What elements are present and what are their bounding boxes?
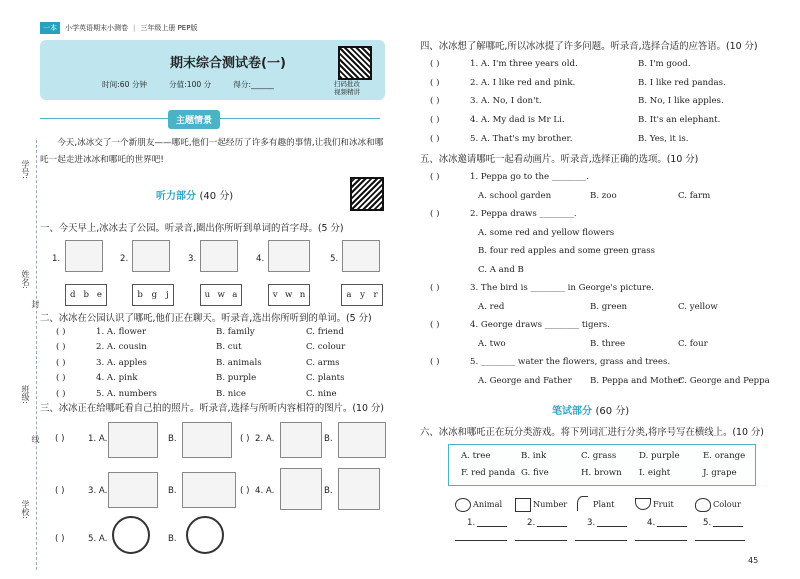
rabbit-picture bbox=[342, 240, 380, 272]
listening-points: (40 分) bbox=[199, 191, 234, 202]
number-blocks-icon bbox=[515, 498, 531, 512]
binding-line bbox=[36, 140, 37, 570]
bus-picture bbox=[65, 240, 103, 272]
truck-picture bbox=[268, 240, 310, 272]
q1-box[interactable]: v w n bbox=[268, 284, 310, 306]
q1-num: 4. bbox=[256, 254, 265, 264]
writing-points: (60 分) bbox=[595, 406, 630, 417]
answer-paren[interactable]: ( ) bbox=[240, 486, 250, 496]
category-label: Colour bbox=[713, 499, 741, 509]
kids-hands-picture bbox=[182, 422, 232, 458]
word-item: I. eight bbox=[639, 468, 671, 478]
panda-icon bbox=[455, 498, 471, 512]
series-badge: 一本 bbox=[40, 22, 60, 34]
q4-row: ( ) 1. A. I'm three years old. B. I'm good. bbox=[430, 59, 691, 70]
woman-portrait-picture bbox=[338, 468, 380, 510]
category-number: 5. bbox=[703, 518, 712, 528]
answer-paren[interactable]: ( ) bbox=[430, 320, 440, 331]
score-field[interactable]: 得分:______ bbox=[233, 80, 274, 89]
palette-icon bbox=[695, 498, 711, 512]
q1-num: 5. bbox=[330, 254, 339, 264]
answer-paren[interactable]: ( ) bbox=[56, 357, 66, 368]
word-item: B. ink bbox=[521, 451, 547, 461]
q2-row: ( ) 4. A. pink B. purple C. plants bbox=[56, 373, 345, 384]
q2-row: ( ) 5. A. numbers B. nice C. nine bbox=[56, 388, 337, 399]
q2-row: ( ) 1. A. flower B. family C. friend bbox=[56, 326, 344, 337]
q5-option: B. four red apples and some green grass bbox=[478, 246, 656, 257]
classmates-picture bbox=[182, 472, 236, 508]
category-number: 4. bbox=[647, 518, 656, 528]
banana-icon bbox=[635, 498, 651, 510]
garden-picture bbox=[338, 422, 386, 458]
q1-num: 3. bbox=[188, 254, 197, 264]
qr-code-icon[interactable] bbox=[338, 46, 372, 80]
q1-box[interactable]: d b e bbox=[65, 284, 107, 306]
option-label: B. bbox=[324, 486, 333, 496]
q4-row: ( ) 3. A. No, I don't. B. No, I like apples. bbox=[430, 96, 724, 107]
answer-line[interactable] bbox=[515, 540, 567, 541]
word-item: H. brown bbox=[581, 468, 622, 478]
answer-line[interactable] bbox=[597, 526, 627, 527]
answer-paren[interactable]: ( ) bbox=[55, 534, 65, 544]
series-strip: 一本 小学英语期末小测卷 | 三年级上册 PEP版 bbox=[40, 22, 197, 34]
option-label: 4. A. bbox=[255, 486, 275, 496]
qr-caption: 扫码批改 视频精讲 bbox=[334, 80, 360, 96]
option-label: B. bbox=[168, 534, 177, 544]
q1-box[interactable]: a y r bbox=[341, 284, 383, 306]
q5-options: A. red B. green C. yellow bbox=[478, 301, 718, 312]
q5-stem: ( ) 4. George draws ________ tigers. bbox=[430, 320, 610, 331]
total-score: 分值:100 分 bbox=[169, 80, 212, 89]
q2-row: ( ) 2. A. cousin B. cut C. colour bbox=[56, 342, 346, 353]
q1-pictures bbox=[40, 240, 385, 280]
word-item: F. red panda bbox=[461, 468, 516, 478]
category-label: Number bbox=[533, 499, 568, 509]
answer-paren[interactable]: ( ) bbox=[56, 388, 66, 399]
writing-heading bbox=[552, 402, 629, 417]
listening-title: 听力部分 bbox=[156, 191, 196, 202]
word-bank bbox=[448, 444, 756, 486]
side-school: 学校: bbox=[21, 500, 30, 519]
answer-paren[interactable]: ( ) bbox=[56, 373, 66, 384]
q1-num: 1. bbox=[52, 254, 61, 264]
plant-icon bbox=[577, 496, 588, 511]
q5-options: A. George and Father B. Peppa and Mother C. George and Peppa bbox=[478, 375, 770, 386]
q2-rows bbox=[56, 324, 386, 402]
option-label: B. bbox=[324, 434, 333, 444]
q5-stem: ( ) 1. Peppa go to the ________. bbox=[430, 172, 589, 183]
word-item: C. grass bbox=[581, 451, 617, 461]
clock-icon bbox=[186, 516, 224, 554]
option-label: 5. A. bbox=[88, 534, 108, 544]
q5-stem: ( ) 2. Peppa draws ________. bbox=[430, 209, 577, 220]
answer-paren[interactable]: ( ) bbox=[430, 133, 440, 144]
side-class: 班级: bbox=[21, 385, 30, 404]
q5-option: A. some red and yellow flowers bbox=[478, 227, 615, 238]
side-student-number: 学号: bbox=[21, 160, 30, 179]
q4-rows bbox=[430, 55, 780, 148]
school-building-picture bbox=[280, 422, 322, 458]
option-label: 2. A. bbox=[255, 434, 275, 444]
page-number: 45 bbox=[748, 556, 759, 565]
series-name: 小学英语期末小测卷 bbox=[65, 24, 128, 32]
q1-box[interactable]: u w a bbox=[200, 284, 242, 306]
answer-paren[interactable]: ( ) bbox=[55, 434, 65, 444]
theme-story: 今天,冰冰交了一个新朋友——哪吒,他们一起经历了许多有趣的事情,让我们和冰冰和哪吒一起走进冰冰和哪吒的世界吧! bbox=[40, 138, 384, 165]
q1-num: 2. bbox=[120, 254, 129, 264]
word-item: G. five bbox=[521, 468, 549, 478]
option-label: 1. A. bbox=[88, 434, 108, 444]
man-portrait-picture bbox=[280, 468, 322, 510]
category-row bbox=[455, 496, 755, 556]
word-item: A. tree bbox=[461, 451, 491, 461]
writing-title: 笔试部分 bbox=[552, 406, 592, 417]
option-label: B. bbox=[168, 486, 177, 496]
answer-paren[interactable]: ( ) bbox=[56, 326, 66, 337]
side-seal: 封 bbox=[31, 300, 40, 308]
clock-icon bbox=[112, 516, 150, 554]
answer-line[interactable] bbox=[575, 540, 627, 541]
series-grade: 三年级上册 PEP版 bbox=[140, 24, 198, 32]
q5-options: A. school garden B. zoo C. farm bbox=[478, 190, 711, 201]
family-picture bbox=[108, 472, 158, 508]
answer-line[interactable] bbox=[713, 526, 743, 527]
listening-heading bbox=[156, 187, 233, 202]
kids-dancing-picture bbox=[108, 422, 158, 458]
theme-banner: 主题情景 bbox=[168, 110, 220, 129]
q5-options: A. two B. three C. four bbox=[478, 338, 708, 349]
category-label: Animal bbox=[473, 499, 503, 509]
q4-row: ( ) 5. A. That's my brother. B. Yes, it is. bbox=[430, 133, 689, 144]
q5-option: C. A and B bbox=[478, 264, 524, 275]
answer-line[interactable] bbox=[695, 540, 745, 541]
answer-paren[interactable]: ( ) bbox=[430, 96, 440, 107]
time-limit: 时间:60 分钟 bbox=[102, 80, 148, 89]
q5-stem: ( ) 5. ________ water the flowers, grass and trees. bbox=[430, 357, 671, 368]
option-label: B. bbox=[168, 434, 177, 444]
category-label: Fruit bbox=[653, 499, 674, 509]
answer-paren[interactable]: ( ) bbox=[430, 283, 440, 294]
option-label: 3. A. bbox=[88, 486, 108, 496]
answer-paren[interactable]: ( ) bbox=[240, 434, 250, 444]
answer-line[interactable] bbox=[635, 540, 687, 541]
word-item: E. orange bbox=[703, 451, 746, 461]
girl-picture bbox=[200, 240, 238, 272]
qr-code-icon[interactable] bbox=[350, 177, 384, 211]
category-number: 2. bbox=[527, 518, 536, 528]
category-number: 3. bbox=[587, 518, 596, 528]
q2-title: 二、冰冰在公园认识了哪吒,他们正在聊天。听录音,选出你所听到的单词。(5 分) bbox=[40, 313, 372, 324]
answer-line[interactable] bbox=[477, 526, 507, 527]
q2-row: ( ) 3. A. apples B. animals C. arms bbox=[56, 357, 340, 368]
q1-title: 一、今天早上,冰冰去了公园。听录音,圈出你所听到单词的首字母。(5 分) bbox=[40, 223, 344, 234]
q5-stem: ( ) 3. The bird is ________ in George's picture. bbox=[430, 283, 654, 294]
category-number: 1. bbox=[467, 518, 476, 528]
answer-paren[interactable]: ( ) bbox=[430, 59, 440, 70]
q4-row: ( ) 2. A. I like red and pink. B. I like red pandas. bbox=[430, 77, 726, 88]
q1-box[interactable]: b g j bbox=[132, 284, 174, 306]
answer-paren[interactable]: ( ) bbox=[430, 115, 440, 126]
side-name: 姓名: bbox=[21, 270, 30, 289]
q5-items bbox=[430, 168, 780, 390]
answer-line[interactable] bbox=[537, 526, 567, 527]
q4-title: 四、冰冰想了解哪吒,所以冰冰提了许多问题。听录音,选择合适的应答语。(10 分) bbox=[420, 41, 758, 52]
answer-line[interactable] bbox=[455, 540, 507, 541]
answer-paren[interactable]: ( ) bbox=[430, 209, 440, 220]
answer-line[interactable] bbox=[657, 526, 687, 527]
side-line: 线 bbox=[31, 435, 40, 443]
q5-title: 五、冰冰邀请哪吒一起看动画片。听录音,选择正确的选项。(10 分) bbox=[420, 154, 699, 165]
q3-title: 三、冰冰正在给哪吒看自己拍的照片。听录音,选择与所听内容相符的图片。(10 分) bbox=[40, 403, 384, 414]
answer-paren[interactable]: ( ) bbox=[56, 342, 66, 353]
q4-row: ( ) 4. A. My dad is Mr Li. B. It's an elephant. bbox=[430, 115, 721, 126]
exam-meta bbox=[102, 79, 274, 90]
page-title: 期末综合测试卷(一) bbox=[170, 56, 286, 71]
answer-paren[interactable]: ( ) bbox=[430, 77, 440, 88]
category-label: Plant bbox=[593, 499, 615, 509]
answer-paren[interactable]: ( ) bbox=[430, 357, 440, 368]
box-picture bbox=[132, 240, 170, 272]
word-item: J. grape bbox=[703, 468, 737, 478]
word-item: D. purple bbox=[639, 451, 680, 461]
q3-grid bbox=[40, 420, 390, 570]
q6-title: 六、冰冰和哪吒正在玩分类游戏。将下列词汇进行分类,将序号写在横线上。(10 分) bbox=[420, 427, 764, 438]
answer-paren[interactable]: ( ) bbox=[430, 172, 440, 183]
answer-paren[interactable]: ( ) bbox=[55, 486, 65, 496]
